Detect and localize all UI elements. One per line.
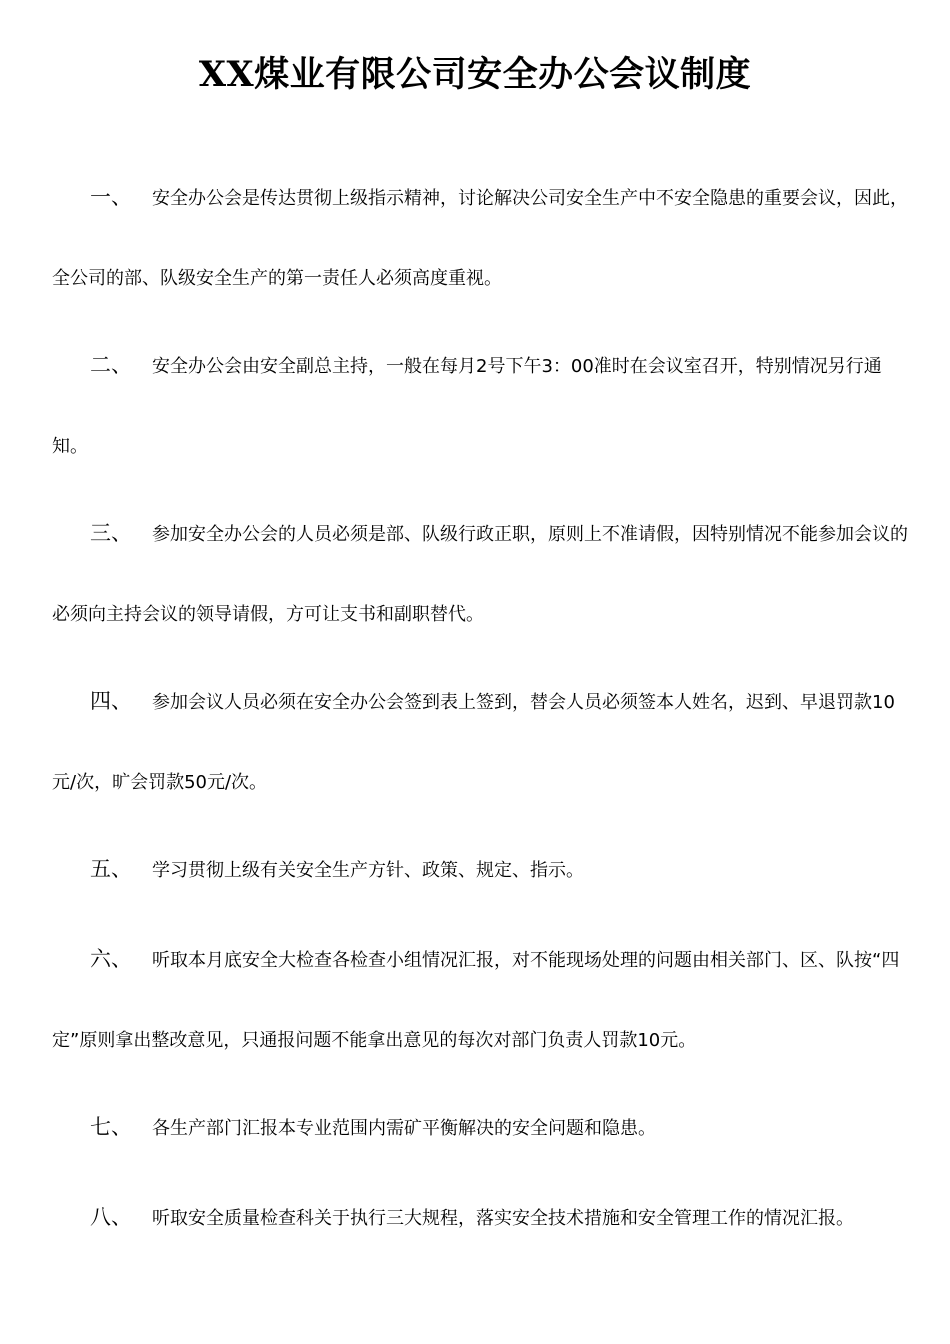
clause-text: 参加会议人员必须在安全办公会签到表上签到，替会人员必须签本人姓名，迟到、早退罚款10元/次，旷会罚款50元/次。 — [52, 692, 895, 793]
clause-2 — [52, 325, 912, 487]
clause-number: 三、 — [90, 521, 132, 545]
clause-number: 八、 — [90, 1205, 132, 1229]
clause-number: 二、 — [90, 353, 132, 377]
clause-number: 七、 — [90, 1115, 132, 1139]
clause-number: 六、 — [90, 947, 132, 971]
document-title: XX煤业有限公司安全办公会议制度 — [198, 54, 752, 95]
clause-number: 四、 — [90, 689, 132, 713]
clause-7 — [52, 1087, 912, 1169]
clause-text: 各生产部门汇报本专业范围内需矿平衡解决的安全问题和隐患。 — [152, 1118, 656, 1139]
clause-text: 学习贯彻上级有关安全生产方针、政策、规定、指示。 — [152, 860, 584, 881]
clause-4 — [52, 661, 912, 823]
clause-text: 听取本月底安全大检查各检查小组情况汇报，对不能现场处理的问题由相关部门、区、队按“四定”原则拿出整改意见，只通报问题不能拿出意见的每次对部门负责人罚款10元。 — [52, 950, 900, 1051]
clause-text: 参加安全办公会的人员必须是部、队级行政正职，原则上不准请假，因特别情况不能参加会议的必须向主持会议的领导请假，方可让支书和副职替代。 — [52, 524, 908, 625]
clause-number: 一、 — [90, 185, 132, 209]
clause-number: 五、 — [90, 857, 132, 881]
clause-6 — [52, 919, 912, 1081]
clause-text: 安全办公会是传达贯彻上级指示精神，讨论解决公司安全生产中不安全隐患的重要会议，因此，全公司的部、队级安全生产的第一责任人必须高度重视。 — [52, 188, 908, 289]
clause-text: 听取安全质量检查科关于执行三大规程，落实安全技术措施和安全管理工作的情况汇报。 — [152, 1208, 854, 1229]
clause-5 — [52, 829, 912, 911]
clause-3 — [52, 493, 912, 655]
clause-1 — [52, 157, 912, 319]
clause-text: 安全办公会由安全副总主持，一般在每月2号下午3：00准时在会议室召开，特别情况另行通知。 — [52, 356, 882, 457]
clause-8 — [52, 1177, 912, 1259]
